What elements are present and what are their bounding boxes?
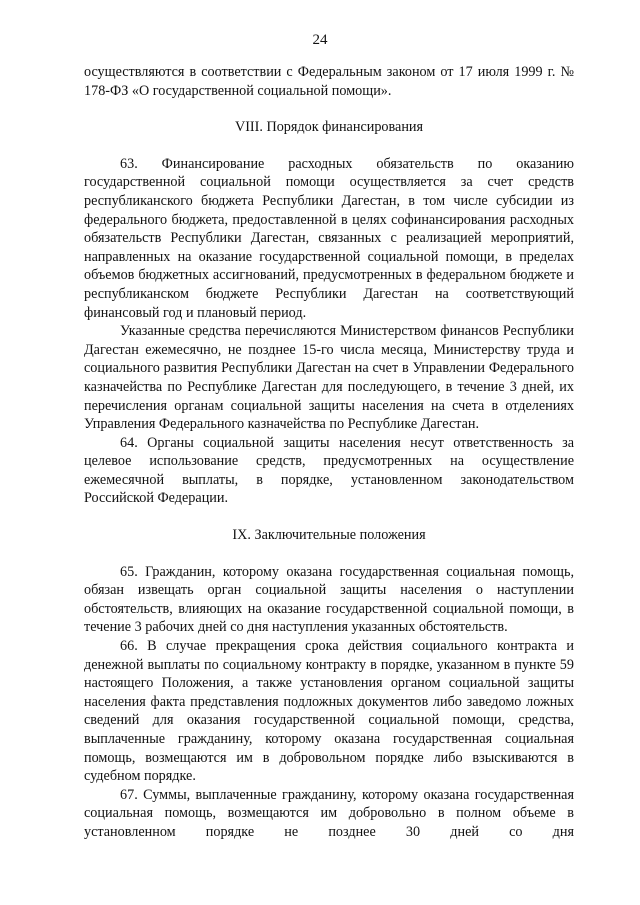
page-number: 24: [312, 32, 328, 48]
paragraph-65: 65. Гражданин, которому оказана государственная социальная помощь, обязан извещать орган социальной защиты населения о наступлении обстоятельств, влияющих на оказание государственной социальной помощи, в течение 3 рабочих дней со дня наступления указанных обстоятельств.: [84, 563, 574, 636]
paragraph-67: 67. Суммы, выплаченные гражданину, которому оказана государственная социальная помощь, возмещаются им добровольно в полном объеме в установленном порядке не позднее 30 дней со дня: [84, 786, 574, 840]
section-9-heading: IX. Заключительные положения: [232, 527, 426, 544]
document-body: [84, 63, 574, 842]
intro-paragraph: осуществляются в соответствии с Федеральным законом от 17 июля 1999 г. № 178-ФЗ «О государственной социальной помощи».: [84, 64, 574, 99]
paragraph-63: 63. Финансирование расходных обязательств по оказанию государственной социальной помощи осуществляется за счет средств республиканского бюджета Республики Дагестан, в том числе субсидии из федерального бюджета, предоставленной в целях софинансирования расходных обязательств Республики Дагестан, связанных с реализацией мероприятий, направленных на оказание государственной социальной помощи, в пределах объемов бюджетных ассигнований, предусмотренных в федеральном бюджете и республиканском бюджете Республики Дагестан на соответствующий финансовый год и плановый период.: [84, 155, 574, 321]
section-8-heading: VIII. Порядок финансирования: [234, 119, 424, 136]
paragraph-66: 66. В случае прекращения срока действия социального контракта и денежной выплаты по социальному контракту в порядке, указанном в пункте 59 настоящего Положения, а также установления органом социальной защиты населения факта представления подложных документов либо заведомо ложных сведений для оказания государственной социальной помощи, средства, выплаченные гражданину, которому оказана государственная социальная помощь, возмещаются им в добровольном порядке либо взыскиваются в судебном порядке.: [84, 638, 574, 785]
paragraph-63-continued: Указанные средства перечисляются Министерством финансов Республики Дагестан ежемесячно, не позднее 15-го числа месяца, Министерству труда и социального развития Республики Дагестан на счет в Управлении Федерального казначейства по Республике Дагестан для последующего, в течение 3 дней, их перечисления органам социальной защиты населения на счета в отделениях Управления Федерального казначейства по Республике Дагестан.: [84, 323, 574, 433]
paragraph-64: 64. Органы социальной защиты населения несут ответственность за целевое использование средств, предусмотренных на осуществление ежемесячной выплаты, в порядке, установленном законодательством Российской Федерации.: [84, 434, 574, 507]
